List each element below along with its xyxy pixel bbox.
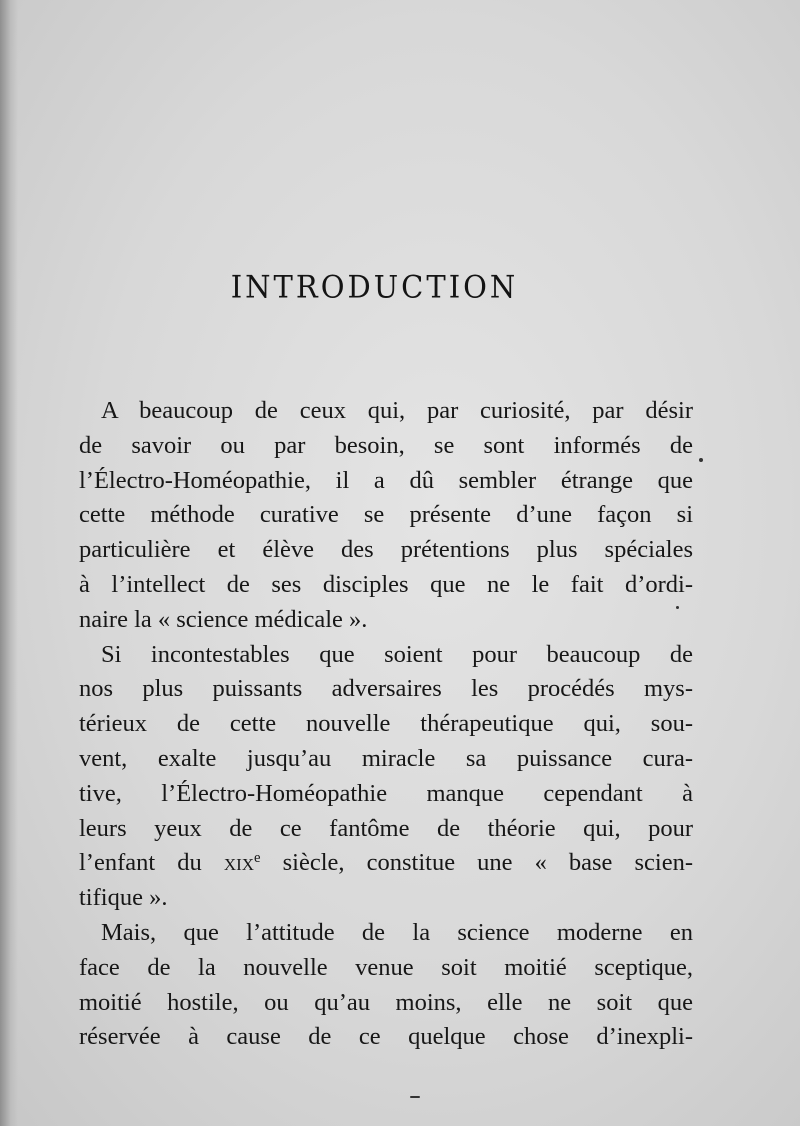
century-line-before: l’enfant du — [79, 849, 224, 877]
paragraph-3 — [79, 916, 693, 1055]
print-speck — [410, 1096, 420, 1098]
text-line: face de la nouvelle venue soit moitié sceptique, — [79, 953, 693, 981]
text-line: tive, l’Électro-Homéopathie manque cependant à — [79, 779, 693, 807]
text-line: naire la « science médicale ». — [79, 605, 368, 633]
text-line: térieux de cette nouvelle thérapeutique qui, sou- — [79, 710, 693, 738]
text-line: particulière et élève des prétentions plus spéciales — [79, 536, 693, 564]
page-gutter-shadow — [0, 0, 18, 1126]
text-line: leurs yeux de ce fantôme de théorie qui, pour — [79, 814, 693, 842]
text-line: vent, exalte jusqu’au miracle sa puissance cura- — [79, 744, 693, 772]
text-line: réservée à cause de ce quelque chose d’inexpli- — [79, 1023, 693, 1051]
paragraph-2 — [79, 638, 693, 916]
text-line: A beaucoup de ceux qui, par curiosité, par désir — [101, 397, 693, 424]
text-line-century — [79, 846, 693, 881]
text-line: cette méthode curative se présente d’une façon si — [79, 501, 693, 529]
century-line-after: siècle, constitue une « base scien- — [260, 849, 693, 877]
print-speck — [699, 458, 703, 462]
print-speck — [676, 606, 679, 609]
text-line: nos plus puissants adversaires les procédés mys- — [79, 675, 693, 703]
century-superscript: e — [254, 850, 261, 867]
century-roman-numeral: xix — [223, 849, 255, 877]
text-line: moitié hostile, ou qu’au moins, elle ne soit que — [79, 988, 693, 1016]
text-line: tifique ». — [79, 884, 168, 912]
text-line: Mais, que l’attitude de la science moderne en — [101, 918, 693, 946]
body-text — [79, 394, 693, 1055]
text-line: de savoir ou par besoin, se sont informés de — [79, 431, 693, 459]
chapter-title: INTRODUCTION — [230, 269, 519, 305]
text-line: Si incontestables que soient pour beaucoup de — [101, 640, 693, 668]
text-line: à l’intellect de ses disciples que ne le fait d’ordi- — [79, 570, 693, 598]
text-line: l’Électro-Homéopathie, il a dû sembler étrange que — [79, 466, 693, 494]
paragraph-1 — [79, 394, 693, 638]
